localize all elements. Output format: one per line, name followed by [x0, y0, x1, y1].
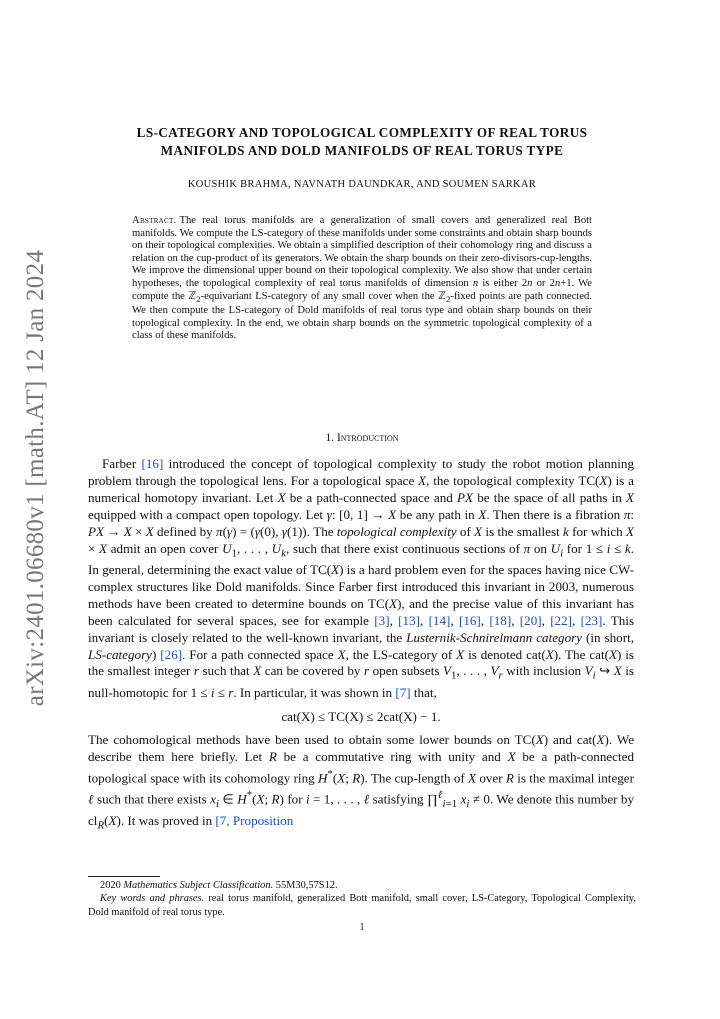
citation-link[interactable]: [7, Proposition: [215, 812, 294, 828]
arxiv-identifier[interactable]: arXiv:2401.06680v1 [math.AT] 12 Jan 2024: [22, 249, 49, 707]
paragraph-intro: Farber [16] introduced the concept of topological complexity to study the robot motion planning problem through the topological lens. For a topological space X, the topological complexity TC(X) is a numerical homotopy invariant. Let X be a path-connected space and PX be the space of all paths in X equipped with a compact open topology. Let γ: [0, 1] → X be any path in X. Then there is a fibration π: PX → X × X defined by π(γ) = (γ(0), γ(1)). The topological complexity of X is the smallest k for which X × X admit an open cover $U_1$, . . . , $U_k$, such that there exist continuous sections of π on $U_i$ for 1 ≤ i ≤ k. In general, determining the exact value of TC(X) is a hard problem even for the spaces having nice CW-complex structures like Dold manifolds. Since Farber first introduced this invariant in 2003, numerous methods have been created to determine bounds on TC(X), and the precise value of this invariant has been calculated for several spaces, see for example [3], [13], [14], [16], [18], [20], [22], [23]. This invariant is closely related to the well-known invariant, the Lusternik-Schnirelmann category (in short, LS-category) [26]. For a path connected space X, the LS-category of X is denoted cat(X). The cat(X) is the smallest integer r such that X can be covered by r open subsets $V_1$, . . . , $V_r$ with inclusion $V_i$ ↪ X is null-homotopic for 1 ≤ i ≤ r. In particular, it was shown in [7] that,: [88, 456, 635, 700]
paragraph-cohomology: The cohomological methods have been used to obtain some lower bounds on TC(X) and cat(X). We describe them here briefly. Let R be a commutative ring with unity and X be a path-connected topological space with its cohomology ring H*(X; R). The cup-length of X over R is the maximal integer ℓ such that there exists $x_i$ ∈ H*(X; R) for i = 1, . . . , ℓ satisfying ∏$^\ell_{i=1}$ $x_i \ne 0$. We denote this number by $cl_R(X)$. It was proved in [7, Proposition: [88, 731, 635, 832]
citation-link[interactable]: [16]: [141, 456, 164, 471]
citation-link[interactable]: [20]: [519, 612, 542, 628]
section-title: Introduction: [336, 432, 399, 444]
citation-link[interactable]: [13]: [398, 612, 420, 628]
paper-title: [88, 124, 636, 160]
author-list: KOUSHIK BRAHMA, NAVNATH DAUNDKAR, AND SOUMEN SARKAR: [187, 179, 537, 190]
title-line-1: LS-CATEGORY AND TOPOLOGICAL COMPLEXITY OF REAL TORUS: [136, 125, 588, 140]
title-line-2: MANIFOLDS AND DOLD MANIFOLDS OF REAL TORUS TYPE: [160, 143, 564, 158]
abstract-label: Abstract.: [132, 215, 177, 226]
footnote-rule: [88, 876, 160, 877]
citation-link[interactable]: [16]: [458, 612, 481, 628]
citation-link[interactable]: [23]: [580, 612, 603, 628]
term-ls-category: Lusternik-Schnirelmann category: [406, 629, 583, 645]
citation-link[interactable]: [7]: [395, 685, 411, 700]
citation-link[interactable]: [26]: [160, 646, 183, 662]
main-text: [88, 456, 634, 834]
abstract: Abstract. The real torus manifolds are a generalization of small covers and generalized real Bott manifolds. We compute the LS-category of these manifolds under some constraints and obtain sharp bounds on their topological complexities. We obtain a simplified description of their cohomology ring and discuss a relation on the cup-product of its generators. We obtain the sharp bounds on their zero-divisors-cup-lengths. We improve the dimensional upper bound on their topological complexity. We also show that under certain hypotheses, the topological complexity of real torus manifolds of dimension n is either 2n or 2n+1. We compute the ℤ$_2$-equivariant LS-category of any small cover when the ℤ$_2$-fixed points are path connected. We then compute the LS-category of Dold manifolds of real torus type and obtain sharp bounds on their topological complexity. In the end, we obtain sharp bounds on the symmetric topological complexity of a class of these manifolds.: [132, 215, 593, 342]
page-number: 1: [359, 922, 365, 933]
term-topological-complexity: topological complexity: [336, 523, 457, 539]
footnote-keywords: Key words and phrases. real torus manifold, generalized Bott manifold, small cover, LS-Category, Topological Complexity, Dold manifold of real torus type.: [88, 893, 636, 918]
citation-link[interactable]: [22]: [550, 612, 573, 628]
citation-link[interactable]: [14]: [428, 612, 451, 628]
display-equation: cat(X) ≤ TC(X) ≤ 2cat(X) − 1.: [281, 708, 441, 724]
citation-link[interactable]: [18]: [489, 612, 512, 628]
footnote-msc: 2020 Mathematics Subject Classification. 55M30,57S12.: [100, 880, 338, 891]
section-heading: 1. Introduction: [325, 432, 399, 444]
footnotes: [88, 879, 636, 919]
arxiv-sidebar-stamp: [14, 249, 58, 707]
citation-link[interactable]: [3]: [374, 612, 390, 628]
